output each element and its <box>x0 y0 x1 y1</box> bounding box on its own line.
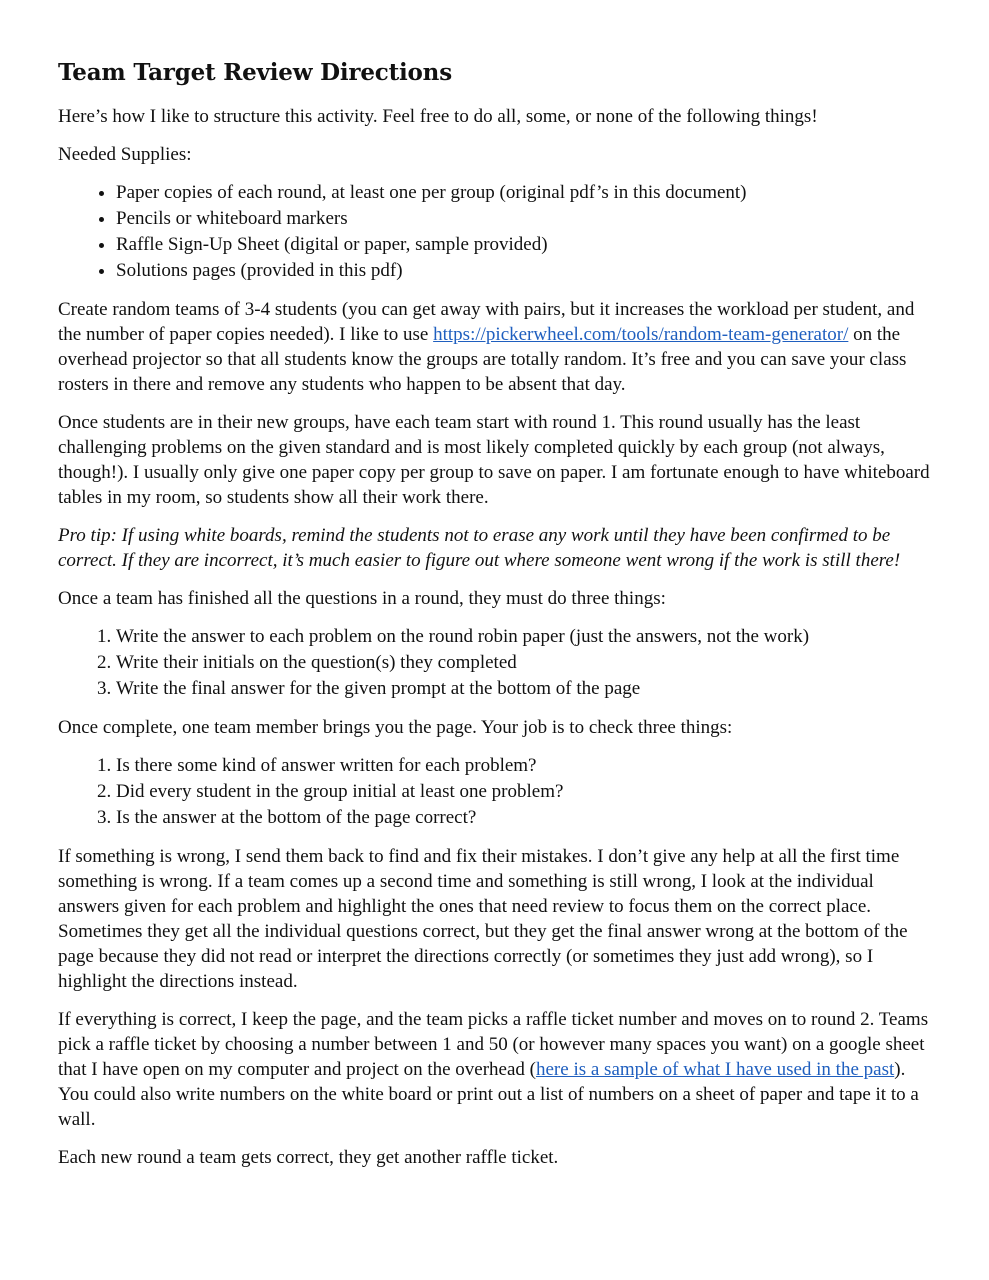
teams-paragraph <box>58 297 934 397</box>
paragraph-text: on the overhead projector so that all students know the groups are totally random. It’s free and you can save your class rosters in there and remove any students who happen to be absent that day. <box>58 324 907 395</box>
list-item: 3. Write the final answer for the given prompt at the bottom of the page <box>116 676 934 702</box>
pro-tip-paragraph: Pro tip: If using white boards, remind the students not to erase any work until they have been confirmed to be correct. If they are incorrect, it’s much easier to figure out where someone went wrong if the work is still there! <box>58 525 901 571</box>
wrong-paragraph: If something is wrong, I send them back to find and fix their mistakes. I don’t give any help at all the first time something is wrong. If a team comes up a second time and something is still wrong, I look at the individual answers given for each problem and highlight the ones that need review to focus them on the correct place. Sometimes they get all the individual questions correct, but they get the final answer wrong at the bottom of the page because they did not read or interpret the directions correctly (or sometimes they just add wrong), so I highlight the directions instead. <box>58 846 908 992</box>
document-page <box>58 58 934 1183</box>
list-item: • Solutions pages (provided in this pdf) <box>116 258 934 284</box>
paragraph-text: Create random teams of 3-4 students (you can get away with pairs, but it increases the workload per student, and the number of paper copies needed). I like to use <box>58 299 915 345</box>
list-item: 2. Write their initials on the question(s) they completed <box>116 650 934 676</box>
paragraph-text: If everything is correct, I keep the page, and the team picks a raffle ticket number and moves on to round 2. Teams pick a raffle ticket by choosing a number between 1 and 50 (or however many spaces you want) on a google sheet that I have open on my computer and project on the overhead ( <box>58 1009 929 1080</box>
correct-paragraph <box>58 1007 934 1132</box>
round1-paragraph: Once students are in their new groups, have each team start with round 1. This round usually has the least challenging problems on the given standard and is most likely completed quickly by each group (not always, though!). I usually only give one paper copy per group to save on paper. I am fortunate enough to have whiteboard tables in my room, so students show all their work there. <box>58 412 930 508</box>
list-item: 2. Did every student in the group initial at least one problem? <box>116 779 934 805</box>
final-paragraph: Each new round a team gets correct, they get another raffle ticket. <box>58 1147 559 1168</box>
list-item: 1. Is there some kind of answer written for each problem? <box>116 753 934 779</box>
supplies-list <box>58 180 934 284</box>
list-item: • Raffle Sign-Up Sheet (digital or paper, sample provided) <box>116 232 934 258</box>
team-generator-link[interactable]: https://pickerwheel.com/tools/random-team-generator/ <box>433 324 849 345</box>
finished-intro: Once a team has finished all the questions in a round, they must do three things: <box>58 588 666 609</box>
raffle-sample-link[interactable]: here is a sample of what I have used in the past <box>536 1059 895 1080</box>
page-title: Team Target Review Directions <box>58 59 452 86</box>
supplies-heading: Needed Supplies: <box>58 144 192 165</box>
list-item: 3. Is the answer at the bottom of the page correct? <box>116 805 934 831</box>
list-item: • Paper copies of each round, at least one per group (original pdf’s in this document) <box>116 180 934 206</box>
paragraph-text: ). You could also write numbers on the white board or print out a list of numbers on a sheet of paper and tape it to a wall. <box>58 1059 919 1130</box>
finished-steps-list <box>58 624 934 702</box>
intro-paragraph: Here’s how I like to structure this activity. Feel free to do all, some, or none of the following things! <box>58 106 818 127</box>
check-steps-list <box>58 753 934 831</box>
list-item: 1. Write the answer to each problem on the round robin paper (just the answers, not the work) <box>116 624 934 650</box>
check-intro: Once complete, one team member brings you the page. Your job is to check three things: <box>58 717 733 738</box>
list-item: • Pencils or whiteboard markers <box>116 206 934 232</box>
